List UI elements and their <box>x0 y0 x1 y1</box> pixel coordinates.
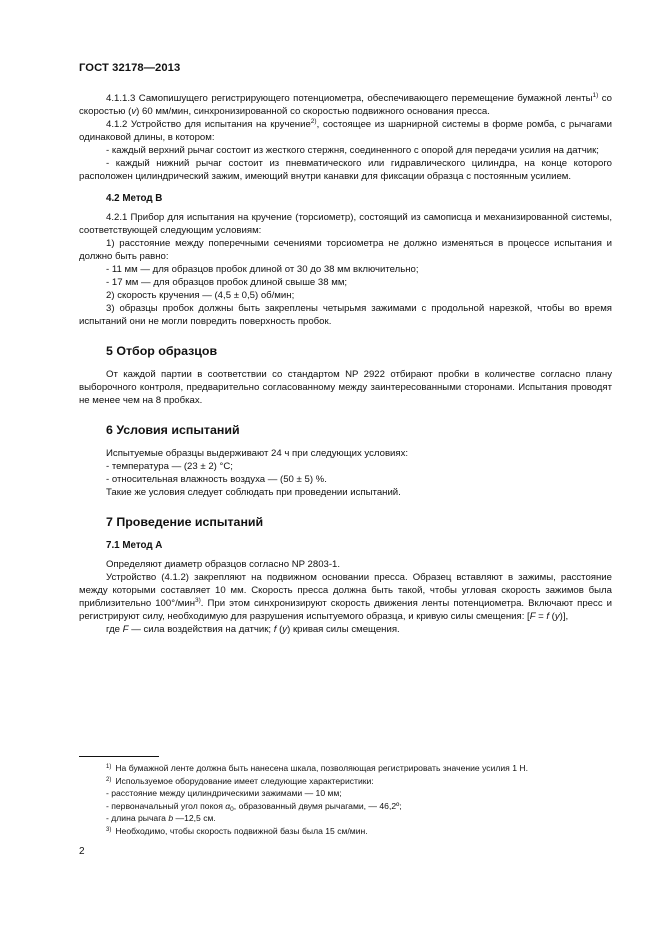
list-item-6-humidity: - относительная влажность воздуха — (50 ± 5) %. <box>106 474 327 485</box>
paragraph-7-1-procedure: Устройство (4.1.2) закрепляют на подвижном основании пресса. Образец вставляют в зажимы, расстояние между которыми составляет 10 мм. Скорость пресса должна быть такой, чтобы угловая скорость зажимов была приблизительно 100°/мин$^{3)}$. При этом синхронизируют скорость движения ленты потенциометра. Включают пресс и регистрируют силу, необходимую для разрушения испытуемого образца, и кривую силы смещения: [F = f (y)], <box>79 572 612 622</box>
paragraph-6-note: Такие же условия следует соблюдать при проведении испытаний. <box>106 487 401 498</box>
list-item-upper-lever: - каждый верхний рычаг состоит из жесткого стержня, соединенного с опорой для передачи усилия на датчик; <box>106 145 599 156</box>
section-heading-7: 7 Проведение испытаний <box>106 515 264 529</box>
paragraph-4-1-2: 4.1.2 Устройство для испытания на кручение$^{2)}$, состоящее из шарнирной системы в форме ромба, с рычагами одинаковой длины, в котором: <box>79 118 612 143</box>
footnote-2-item-lever-length: - длина рычага b —12,5 см. <box>106 813 216 824</box>
footnote-2-item-angle: - первоначальный угол покоя $\alpha_0$, образованный двумя рычагами, — 46,2º; <box>106 800 402 813</box>
paragraph-7-1-legend: где F — сила воздействия на датчик; f (y) кривая силы смещения. <box>106 624 400 635</box>
footnotes <box>79 762 612 838</box>
paragraph-6: Испытуемые образцы выдерживают 24 ч при следующих условиях: <box>106 448 409 459</box>
paragraph-5: От каждой партии в соответствии со стандартом NP 2922 отбирают пробки в количестве согласно плану выборочного контроля, предварительно согласованному между заинтересованными сторонами. Испытания проводят не менее чем на 8 пробках. <box>79 369 612 406</box>
subheading-4-2: 4.2 Метод В <box>106 193 163 204</box>
main-content <box>79 92 612 636</box>
footnote-ref-1: 1) <box>592 92 599 99</box>
footnote-1: $^{1)}$ На бумажной ленте должна быть нанесена шкала, позволяющая регистрировать значение усилия 1 Н. <box>106 763 528 773</box>
list-item-4-2-1-3: 3) образцы пробок должны быть закреплены четырьмя зажимами с продольной нарезкой, чтобы во время испытаний они не могли повредить поверхность пробок. <box>79 303 612 327</box>
list-item-4-2-1-1b: - 17 мм — для образцов пробок длиной свыше 38 мм; <box>106 277 348 288</box>
paragraph-4-2-1: 4.2.1 Прибор для испытания на кручение (торсиометр), состоящий из самописца и механизированной системы, соответствующей следующим условиям: <box>79 212 612 236</box>
list-item-4-2-1-1a: - 11 мм — для образцов пробок длиной от 30 до 38 мм включительно; <box>106 264 419 275</box>
section-heading-6: 6 Условия испытаний <box>106 423 240 437</box>
footnote-ref-2: 2) <box>310 118 317 125</box>
page-number: 2 <box>79 846 85 857</box>
list-item-6-temperature: - температура — (23 ± 2) °С; <box>106 461 233 472</box>
footnote-3: $^{3)}$ Необходимо, чтобы скорость подвижной базы была 15 см/мин. <box>106 825 368 836</box>
list-item-4-2-1-1: 1) расстояние между поперечными сечениями торсиометра не должно изменяться в процессе испытания и должно быть равно: <box>79 238 612 262</box>
subheading-7-1: 7.1 Метод А <box>106 540 163 551</box>
list-item-4-2-1-2: 2) скорость кручения — (4,5 ± 0,5) об/мин; <box>106 290 295 301</box>
section-heading-5: 5 Отбор образцов <box>106 344 218 358</box>
paragraph-7-1-diameter: Определяют диаметр образцов согласно NP 2803-1. <box>106 559 341 570</box>
list-item-lower-lever: - каждый нижний рычаг состоит из пневматического или гидравлического цилиндра, на конце которого расположен цилиндрический зажим, имеющий внутри канавки для фиксации образца с постоянным усилием. <box>79 158 612 182</box>
footnote-2-item-distance: - расстояние между цилиндрическими зажимами — 10 мм; <box>106 788 342 799</box>
footnote-2: $^{2)}$ Используемое оборудование имеет следующие характеристики: <box>106 775 374 786</box>
footnote-ref-3: 3) <box>195 597 201 604</box>
footnote-separator <box>79 756 159 757</box>
document-header: ГОСТ 32178—2013 <box>79 62 181 74</box>
paragraph-4-1-1-3: 4.1.1.3 Самопишущего регистрирующего потенциометра, обеспечивающего перемещение бумажной ленты$^{1)}$ со скоростью (v) 60 мм/мин, синхронизированной со скоростью подвижного основания пресса. <box>79 92 612 117</box>
